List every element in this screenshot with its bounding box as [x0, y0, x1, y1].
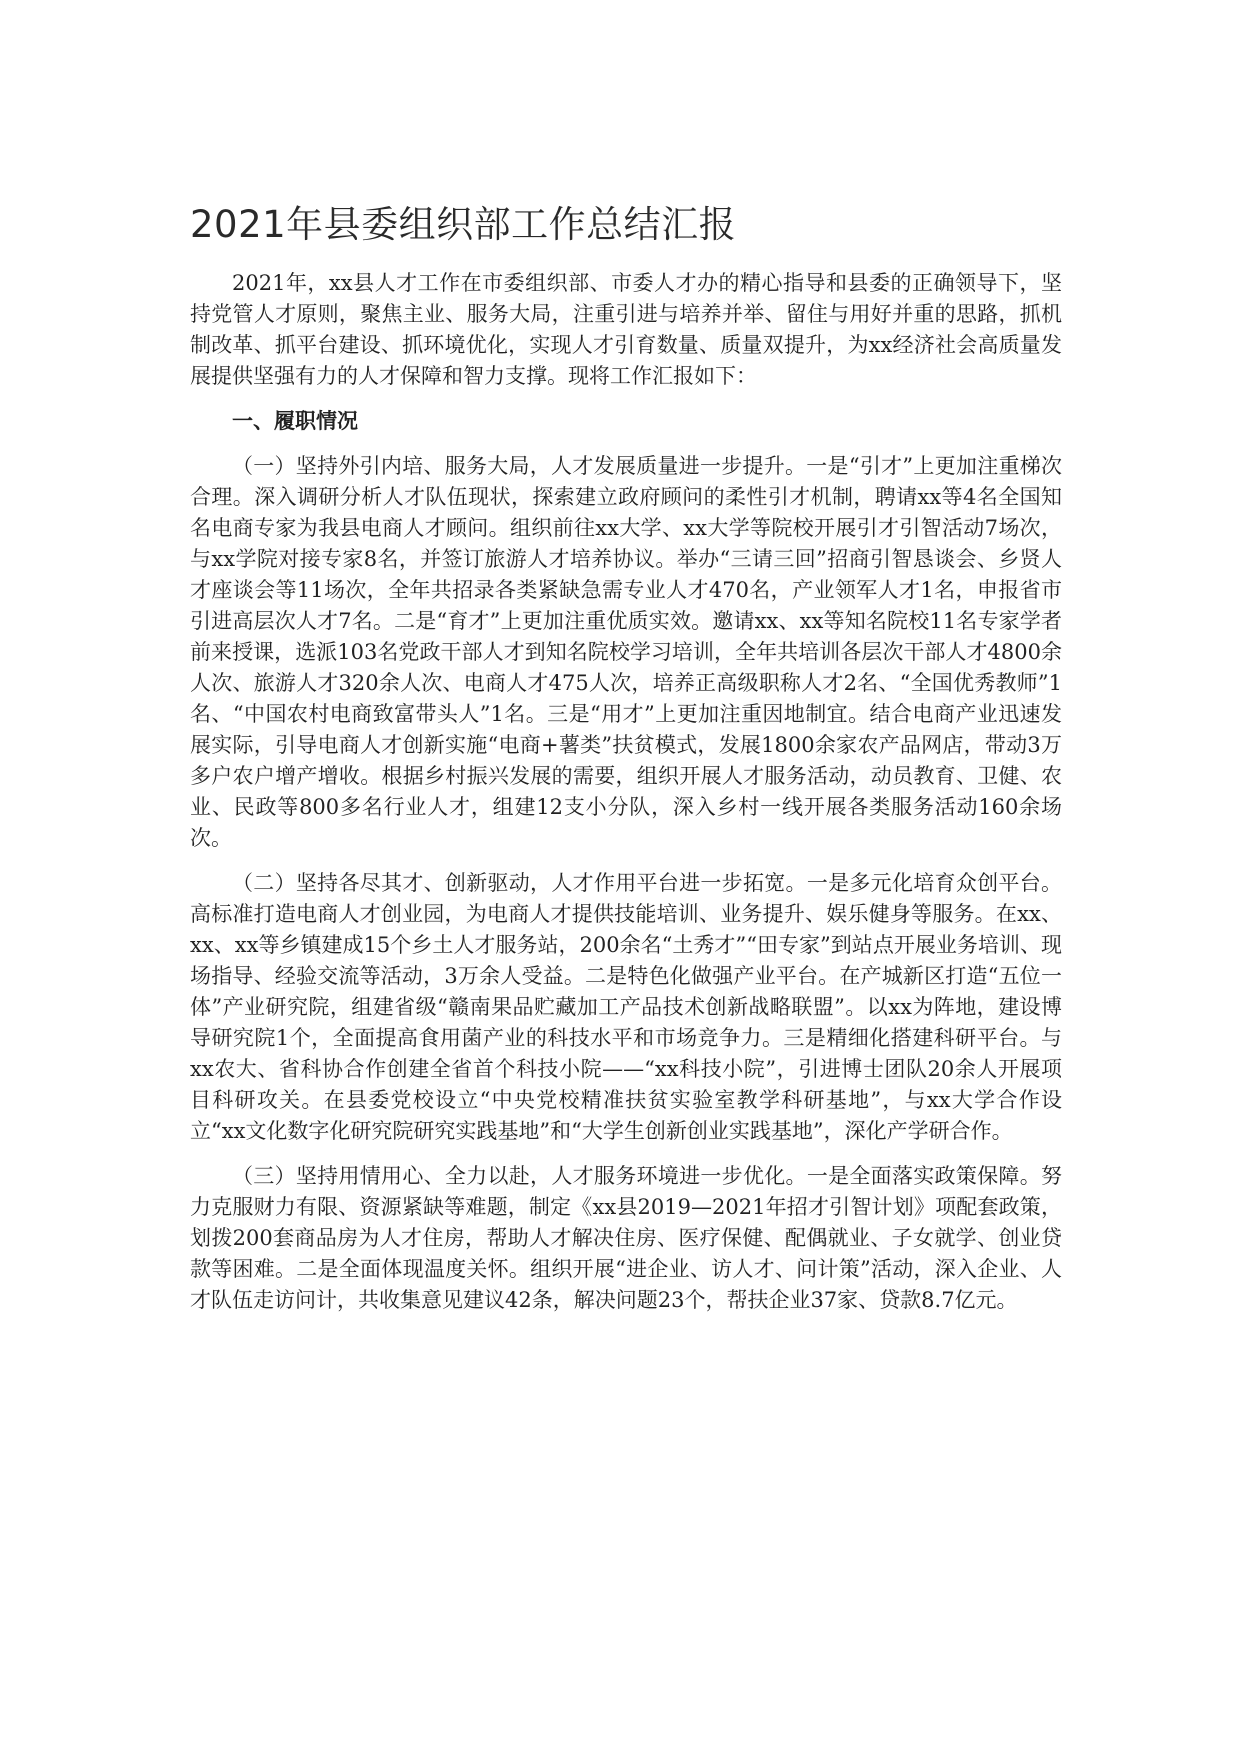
- section-heading: 一、履职情况: [232, 409, 358, 433]
- paragraph-talent-platforms: （二）坚持各尽其才、创新驱动，人才作用平台进一步拓宽。一是多元化培育众创平台。高标准打造电商人才创业园，为电商人才提供技能培训、业务提升、娱乐健身等服务。在xx、xx、xx等乡镇建成15个乡土人才服务站，200余名“土秀才”“田专家”到站点开展业务培训、现场指导、经验交流等活动，3万余人受益。二是特色化做强产业平台。在产城新区打造“五位一体”产业研究院，组建省级“赣南果品贮藏加工产品技术创新战略联盟”。以xx为阵地，建设博导研究院1个，全面提高食用菌产业的科技水平和市场竞争力。三是精细化搭建科研平台。与xx农大、省科协合作创建全省首个科技小院——“xx科技小院”，引进博士团队20余人开展项目科研攻关。在县委党校设立“中央党校精准扶贫实验室教学科研基地”，与xx大学合作设立“xx文化数字化研究院研究实践基地”和“大学生创新创业实践基地”，深化产学研合作。: [190, 871, 1062, 1143]
- intro-paragraph: 2021年，xx县人才工作在市委组织部、市委人才办的精心指导和县委的正确领导下，坚持党管人才原则，聚焦主业、服务大局，注重引进与培养并举、留住与用好并重的思路，抓机制改革、抓平台建设、抓环境优化，实现人才引育数量、质量双提升，为xx经济社会高质量发展提供坚强有力的人才保障和智力支撑。现将工作汇报如下：: [190, 271, 1062, 388]
- document-body: [190, 200, 1062, 1330]
- paragraph-talent-services: （三）坚持用情用心、全力以赴，人才服务环境进一步优化。一是全面落实政策保障。努力克服财力有限、资源紧缺等难题，制定《xx县2019—2021年招才引智计划》项配套政策，划拨200套商品房为人才住房，帮助人才解决住房、医疗保健、配偶就业、子女就学、创业贷款等困难。二是全面体现温度关怀。组织开展“进企业、访人才、问计策”活动，深入企业、人才队伍走访问计，共收集意见建议42条，解决问题23个，帮扶企业37家、贷款8.7亿元。: [190, 1164, 1062, 1312]
- paragraph-talent-recruitment: （一）坚持外引内培、服务大局，人才发展质量进一步提升。一是“引才”上更加注重梯次合理。深入调研分析人才队伍现状，探索建立政府顾问的柔性引才机制，聘请xx等4名全国知名电商专家为我县电商人才顾问。组织前往xx大学、xx大学等院校开展引才引智活动7场次，与xx学院对接专家8名，并签订旅游人才培养协议。举办“三请三回”招商引智恳谈会、乡贤人才座谈会等11场次，全年共招录各类紧缺急需专业人才470名，产业领军人才1名，申报省市引进高层次人才7名。二是“育才”上更加注重优质实效。邀请xx、xx等知名院校11名专家学者前来授课，选派103名党政干部人才到知名院校学习培训，全年共培训各层次干部人才4800余人次、旅游人才320余人次、电商人才475人次，培养正高级职称人才2名、“全国优秀教师”1名、“中国农村电商致富带头人”1名。三是“用才”上更加注重因地制宜。结合电商产业迅速发展实际，引导电商人才创新实施“电商+薯类”扶贫模式，发展1800余家农产品网店，带动3万多户农户增产增收。根据乡村振兴发展的需要，组织开展人才服务活动，动员教育、卫健、农业、民政等800多名行业人才，组建12支小分队，深入乡村一线开展各类服务活动160余场次。: [190, 454, 1062, 850]
- document-title: 2021年县委组织部工作总结汇报: [190, 203, 737, 246]
